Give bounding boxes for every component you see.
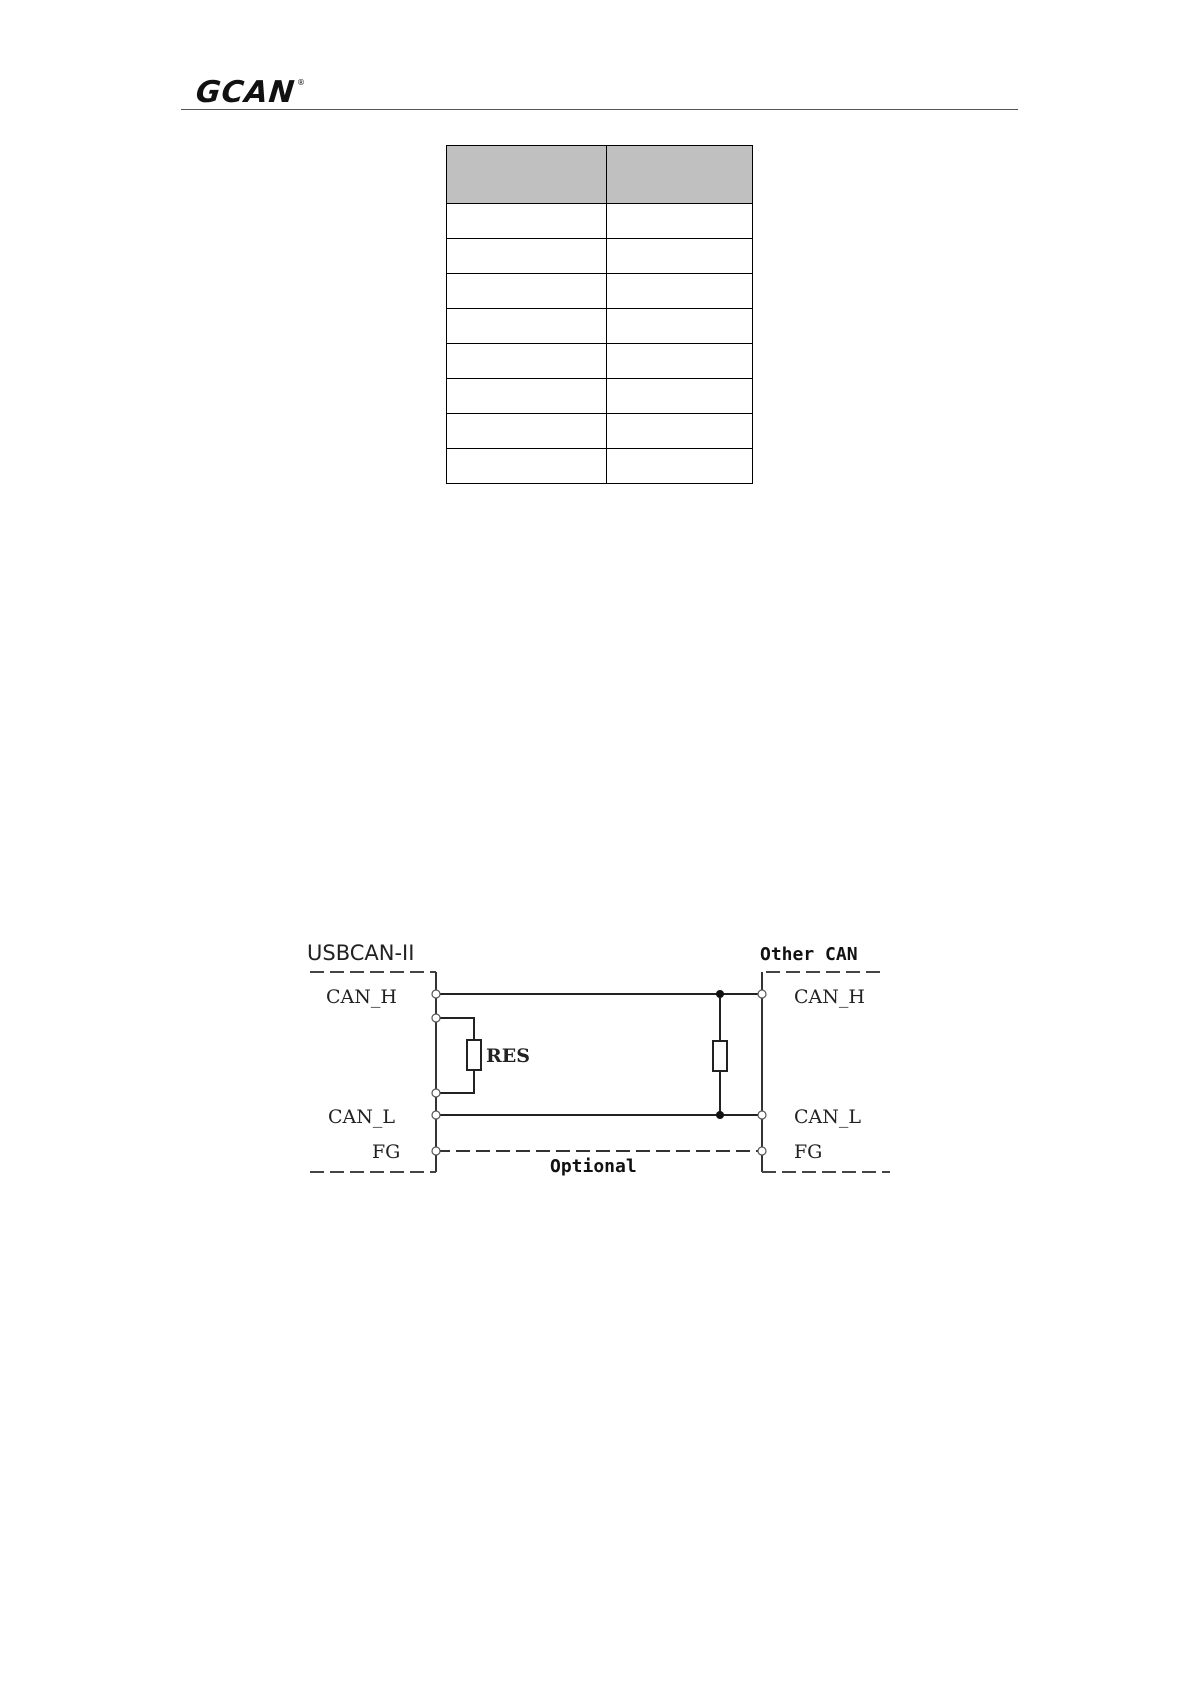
table-row [447, 379, 753, 414]
res-resistor [467, 1040, 481, 1070]
spec-table-container [446, 145, 753, 484]
table-cell [607, 309, 753, 344]
terminal-left-can-l [432, 1111, 440, 1119]
table-cell [607, 204, 753, 239]
table-row [447, 274, 753, 309]
table-row [447, 309, 753, 344]
table-row [447, 414, 753, 449]
terminal-left-res-top [432, 1014, 440, 1022]
terminal-right-can-l [758, 1111, 766, 1119]
table-row [447, 449, 753, 484]
left-pin-can-h: CAN_H [326, 986, 397, 1008]
logo-text: GCAN [194, 75, 297, 110]
terminal-left-fg [432, 1147, 440, 1155]
table-cell [447, 379, 607, 414]
junction-dot-top [716, 990, 724, 998]
table-header-cell [447, 146, 607, 204]
right-pin-can-h: CAN_H [794, 986, 865, 1008]
right-pin-fg: FG [794, 1141, 823, 1163]
left-pin-fg: FG [372, 1141, 401, 1163]
table-header-row [447, 146, 753, 204]
optional-label: Optional [550, 1156, 637, 1177]
terminal-right-fg [758, 1147, 766, 1155]
gcan-logo [196, 76, 305, 110]
res-label: RES [486, 1045, 530, 1067]
right-device-label: Other CAN [760, 944, 858, 965]
table-cell [607, 239, 753, 274]
table-cell [447, 239, 607, 274]
table-cell [447, 344, 607, 379]
terminal-right-can-h [758, 990, 766, 998]
right-pin-can-l: CAN_L [794, 1106, 862, 1128]
table-cell [607, 414, 753, 449]
table-cell [607, 274, 753, 309]
table-cell [447, 449, 607, 484]
table-cell [447, 204, 607, 239]
left-pin-can-l: CAN_L [328, 1106, 396, 1128]
junction-dot-bottom [716, 1111, 724, 1119]
terminal-left-res-bottom [432, 1089, 440, 1097]
table-row [447, 204, 753, 239]
wiring-svg [300, 930, 900, 1190]
can-wiring-diagram [300, 930, 900, 1190]
spec-table [446, 145, 753, 484]
header-divider [181, 109, 1018, 110]
table-cell [607, 344, 753, 379]
page-header [181, 70, 1018, 112]
left-device-label: USBCAN-II [307, 941, 415, 965]
table-header-cell [607, 146, 753, 204]
table-cell [447, 414, 607, 449]
table-cell [447, 309, 607, 344]
term-resistor [713, 1041, 727, 1071]
table-row [447, 344, 753, 379]
registered-mark: ® [296, 78, 305, 87]
table-cell [447, 274, 607, 309]
table-cell [607, 449, 753, 484]
terminal-left-can-h [432, 990, 440, 998]
table-row [447, 239, 753, 274]
table-cell [607, 379, 753, 414]
